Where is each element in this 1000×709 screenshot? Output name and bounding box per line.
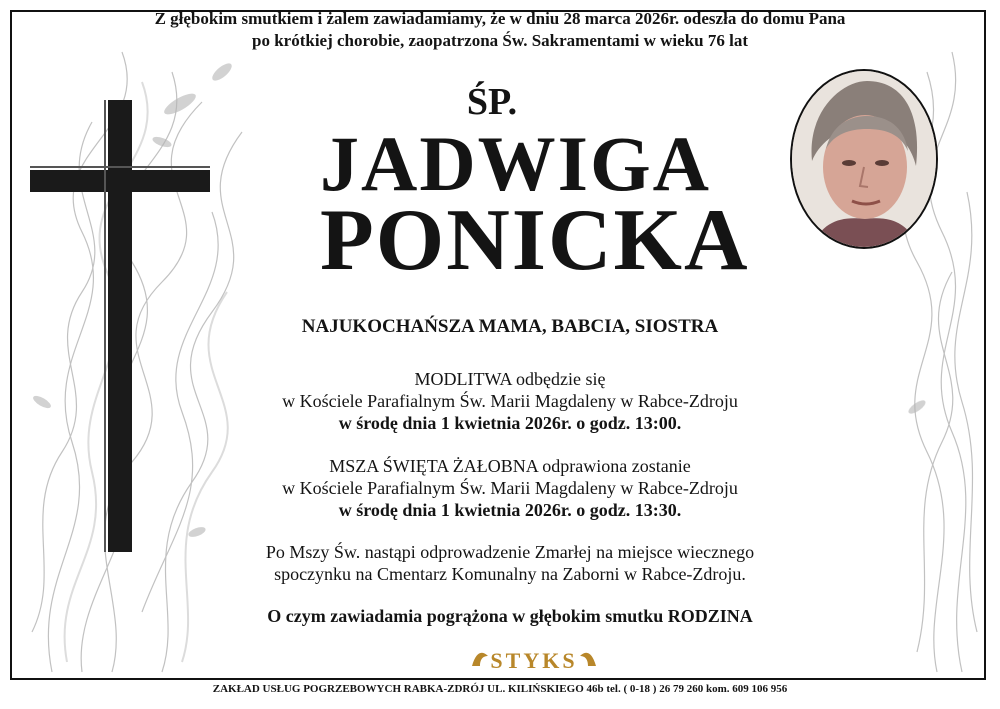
epithet: NAJUKOCHAŃSZA MAMA, BABCIA, SIOSTRA [301, 316, 719, 337]
name-prefix: ŚP. [466, 81, 518, 123]
portrait-image [792, 71, 936, 247]
announcement-line-2: po krótkiej chorobie, zaopatrzona Św. Sakramentami w wieku 76 lat [252, 31, 748, 50]
burial-block [200, 541, 820, 585]
prayer-line-1: MODLITWA odbędzie się [414, 369, 606, 389]
mass-block [200, 455, 820, 521]
styks-logo [468, 644, 600, 676]
prayer-block [200, 368, 820, 434]
closing-line: O czym zawiadamia pogrążona w głębokim smutku RODZINA [267, 606, 753, 626]
mass-line-1: MSZA ŚWIĘTA ŻAŁOBNA odprawiona zostanie [329, 456, 691, 476]
prayer-line-3: w środę dnia 1 kwietnia 2026r. o godz. 13:00. [338, 413, 682, 433]
footer-contact: ZAKŁAD USŁUG POGRZEBOWYCH RABKA-ZDRÓJ UL. KILIŃSKIEGO 46b tel. ( 0-18 ) 26 79 260 kom. 609 106 956 [212, 683, 788, 695]
logo-text: STYKS [490, 648, 578, 673]
prayer-line-2: w Kościele Parafialnym Św. Marii Magdaleny w Rabce-Zdroju [282, 391, 738, 411]
deceased-photo [790, 69, 938, 249]
mass-line-2: w Kościele Parafialnym Św. Marii Magdaleny w Rabce-Zdroju [282, 478, 738, 498]
cross-icon [30, 100, 210, 552]
announcement [10, 8, 990, 52]
burial-line-1: Po Mszy Św. nastąpi odprowadzenie Zmarłej na miejsce wiecznego [265, 542, 755, 562]
burial-line-2: spoczynku na Cmentarz Komunalny na Zaborni w Rabce-Zdroju. [274, 564, 746, 584]
last-name: PONICKA [320, 192, 750, 289]
first-name: JADWIGA [320, 120, 712, 207]
announcement-line-1: Z głębokim smutkiem i żalem zawiadamiamy, że w dniu 28 marca 2026r. odeszła do domu Pana [154, 9, 846, 28]
mass-line-3: w środę dnia 1 kwietnia 2026r. o godz. 13:30. [338, 500, 682, 520]
